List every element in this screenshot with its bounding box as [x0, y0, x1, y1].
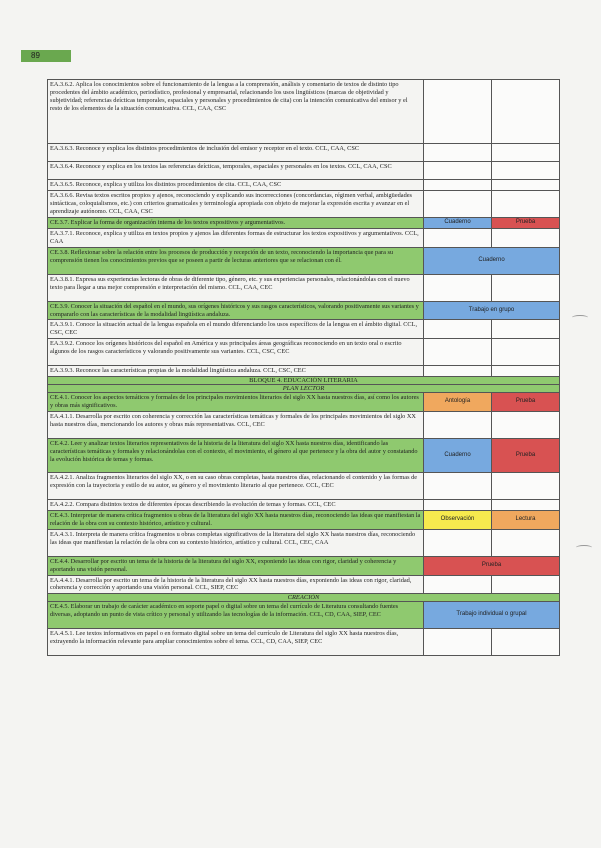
assessment-tool: Observación [424, 510, 492, 529]
table-row [48, 301, 560, 320]
empty-cell [492, 472, 560, 499]
standard-text: EA.3.7.1. Reconoce, explica y utiliza en textos propios y ajenos las diferentes formas de estructurar los textos expositivos y argumentativos. CCL, CAA [48, 228, 424, 247]
criterion-text: CE.3.7. Explicar la forma de organización interna de los textos expositivos y argumentativos. [48, 217, 424, 228]
table-row [48, 320, 560, 339]
empty-cell [492, 274, 560, 301]
empty-cell [492, 162, 560, 180]
standard-text: EA.4.1.1. Desarrolla por escrito con coherencia y corrección las características temáticas y formales de los principales movimientos del siglo XX hasta nuestros días, mencionando los autores y obras más representativas. CCL, CEC [48, 411, 424, 438]
page-number: 89 [21, 50, 71, 62]
empty-cell [492, 144, 560, 162]
standard-text: EA.3.6.4. Reconoce y explica en los textos las referencias deícticas, temporales, espaciales y personales en los textos. CCL, CAA, CSC [48, 162, 424, 180]
margin-mark [572, 315, 588, 320]
standard-text: EA.4.5.1. Lee textos informativos en papel o en formato digital sobre un tema del currículo de Literatura del siglo XX hasta nuestros días, extrayendo la información relevante para ampliar conocimientos sobre el tema. CCL, CD, CAA, SIEP, CEC [48, 629, 424, 656]
empty-cell [492, 629, 560, 656]
assessment-tool: Trabajo en grupo [424, 301, 560, 320]
empty-cell [424, 411, 492, 438]
assessment-tool: Lectura [492, 510, 560, 529]
assessment-tool: Cuaderno [424, 247, 560, 274]
empty-cell [492, 411, 560, 438]
empty-cell [424, 529, 492, 556]
empty-cell [492, 190, 560, 217]
empty-cell [424, 228, 492, 247]
table-row [48, 411, 560, 438]
table-row [48, 80, 560, 144]
table-row [48, 247, 560, 274]
section-heading: PLAN LECTOR [48, 385, 560, 393]
standard-text: EA.3.8.1. Expresa sus experiencias lectoras de obras de diferente tipo, género, etc. y sus experiencias personales, relacionándolas con el nuevo texto para llegar a una mejor comprensión e interpretación del mismo. CCL, CAA, CEC [48, 274, 424, 301]
assessment-tool: Trabajo individual o grupal [424, 602, 560, 629]
standard-text: EA.3.9.2. Conoce los orígenes históricos del español en América y sus principales áreas geográficas reconociendo en un texto oral o escrito algunos de los rasgos característicos y valorando positivamente sus variantes. CCL, CSC, CEC [48, 339, 424, 366]
standard-text: EA.4.2.2. Compara distintos textos de diferentes épocas describiendo la evolución de temas y formas. CCL, CEC [48, 499, 424, 510]
empty-cell [424, 274, 492, 301]
table-row [48, 366, 560, 377]
criterion-text: CE.4.3. Interpretar de manera crítica fragmentos u obras de la literatura del siglo XX hasta nuestros días, reconociendo las ideas que manifiestan la relación de la obra con su contexto histórico, artístico y cultural. [48, 510, 424, 529]
empty-cell [424, 575, 492, 594]
empty-cell [424, 190, 492, 217]
section-row [48, 385, 560, 393]
empty-cell [492, 499, 560, 510]
table-row [48, 510, 560, 529]
assessment-tool: Cuaderno [424, 438, 492, 472]
empty-cell [492, 80, 560, 144]
standard-text: EA.4.3.1. Interpreta de manera crítica fragmentos u obras completas significativos de la literatura del siglo XX hasta nuestros días, reconociendo las ideas que manifiestan la relación de la obra con su contexto histórico, artístico y cultural. CCL, CEC, CAA [48, 529, 424, 556]
table-row [48, 162, 560, 180]
table-row [48, 499, 560, 510]
empty-cell [492, 180, 560, 191]
table-row [48, 529, 560, 556]
table-row [48, 629, 560, 656]
empty-cell [424, 629, 492, 656]
empty-cell [424, 320, 492, 339]
empty-cell [424, 144, 492, 162]
section-row [48, 377, 560, 385]
standard-text: EA.3.9.3. Reconoce las características propias de la modalidad lingüística andaluza. CCL, CSC, CEC [48, 366, 424, 377]
table-row [48, 438, 560, 472]
section-heading: CREACIÓN [48, 594, 560, 602]
criterion-text: CE.4.2. Leer y analizar textos literarios representativos de la historia de la literatura del siglo XX hasta nuestros días, identificando las características temáticas y formales y relacionándolas con el contexto, el movimiento, el género al que pertenece y la obra del autor y constatando la evolución histórica de temas y formas. [48, 438, 424, 472]
empty-cell [492, 366, 560, 377]
table-row [48, 602, 560, 629]
empty-cell [492, 529, 560, 556]
empty-cell [424, 499, 492, 510]
criterion-text: CE.3.9. Conocer la situación del español en el mundo, sus orígenes históricos y sus rasgos característicos, valorando positivamente sus variantes y compararlo con las características de la modalidad lingüística andaluza. [48, 301, 424, 320]
criterion-text: CE.4.4. Desarrollar por escrito un tema de la historia de la literatura del siglo XX, exponiendo las ideas con rigor, claridad y coherencia y aportando una visión personal. [48, 556, 424, 575]
standard-text: EA.3.6.2. Aplica los conocimientos sobre el funcionamiento de la lengua a la comprensión, análisis y comentario de textos de distinto tipo procedentes del ámbito académico, periodístico, profesional y empresarial, relacionando los usos lingüísticos (marcas de objetividad y subjetividad; referencias deícticas temporales, espaciales y personales y procedimientos de cita) con la intención comunicativa del emisor y el resto de los elementos de la situación comunicativa. CCL, CAA, CSC [48, 80, 424, 144]
standard-text: EA.4.4.1. Desarrolla por escrito un tema de la historia de la literatura del siglo XX hasta nuestros días, exponiendo las ideas con rigor, claridad, coherencia y corrección y aportando una visión personal. CCL, SIEP, CEC [48, 575, 424, 594]
assessment-tool: Prueba [492, 438, 560, 472]
empty-cell [424, 472, 492, 499]
standard-text: EA.4.2.1. Analiza fragmentos literarios del siglo XX, o en su caso obras completas, hasta nuestros días, relacionando el contenido y las formas de expresión con la trayectoria y estilo de su autor, su género y el movimiento literario al que pertenece. CCL, CEC [48, 472, 424, 499]
assessment-tool: Cuaderno [424, 217, 492, 228]
table-row [48, 472, 560, 499]
table-row [48, 339, 560, 366]
table-row [48, 144, 560, 162]
empty-cell [424, 80, 492, 144]
empty-cell [424, 162, 492, 180]
standard-text: EA.3.9.1. Conoce la situación actual de la lengua española en el mundo diferenciando los usos específicos de la lengua en el ámbito digital. CCL, CSC, CEC [48, 320, 424, 339]
assessment-tool: Antología [424, 393, 492, 412]
assessment-tool: Prueba [492, 393, 560, 412]
empty-cell [424, 339, 492, 366]
criterion-text: CE.3.8. Reflexionar sobre la relación entre los procesos de producción y recepción de un texto, reconociendo la importancia que para su comprensión tienen los conocimientos previos que se poseen a partir de lecturas anteriores que se relacionan con él. [48, 247, 424, 274]
empty-cell [492, 228, 560, 247]
section-heading: BLOQUE 4. EDUCACIÓN LITERARIA [48, 377, 560, 385]
criterion-text: CE.4.5. Elaborar un trabajo de carácter académico en soporte papel o digital sobre un tema del currículo de Literatura consultando fuentes diversas, adoptando un punto de vista crítico y personal y utilizando las tecnologías de la información. CCL, CD, CAA, SIEP, CEC [48, 602, 424, 629]
standard-text: EA.3.6.5. Reconoce, explica y utiliza los distintos procedimientos de cita. CCL, CAA, CSC [48, 180, 424, 191]
table-row [48, 575, 560, 594]
empty-cell [492, 339, 560, 366]
standard-text: EA.3.6.3. Reconoce y explica los distintos procedimientos de inclusión del emisor y receptor en el texto. CCL, CAA, CSC [48, 144, 424, 162]
table-row [48, 274, 560, 301]
empty-cell [424, 180, 492, 191]
section-row [48, 594, 560, 602]
margin-mark [576, 545, 592, 550]
table-row [48, 190, 560, 217]
assessment-tool: Prueba [424, 556, 560, 575]
empty-cell [492, 320, 560, 339]
table-row [48, 228, 560, 247]
curriculum-table [47, 79, 560, 656]
table-row [48, 180, 560, 191]
empty-cell [492, 575, 560, 594]
table-row [48, 217, 560, 228]
assessment-tool: Prueba [492, 217, 560, 228]
criterion-text: CE.4.1. Conocer los aspectos temáticos y formales de los principales movimientos literarios del siglo XX hasta nuestros días, así como los autores y obras más significativos. [48, 393, 424, 412]
empty-cell [424, 366, 492, 377]
standard-text: EA.3.6.6. Revisa textos escritos propios y ajenos, reconociendo y explicando sus incorrecciones (concordancias, régimen verbal, ambigüedades sintácticas, coloquialismos, etc.) con criterios gramaticales y terminología apropiada con objeto de mejorar la expresión escrita y avanzar en el aprendizaje autónomo. CCL, CAA, CSC [48, 190, 424, 217]
table-row [48, 393, 560, 412]
table-row [48, 556, 560, 575]
